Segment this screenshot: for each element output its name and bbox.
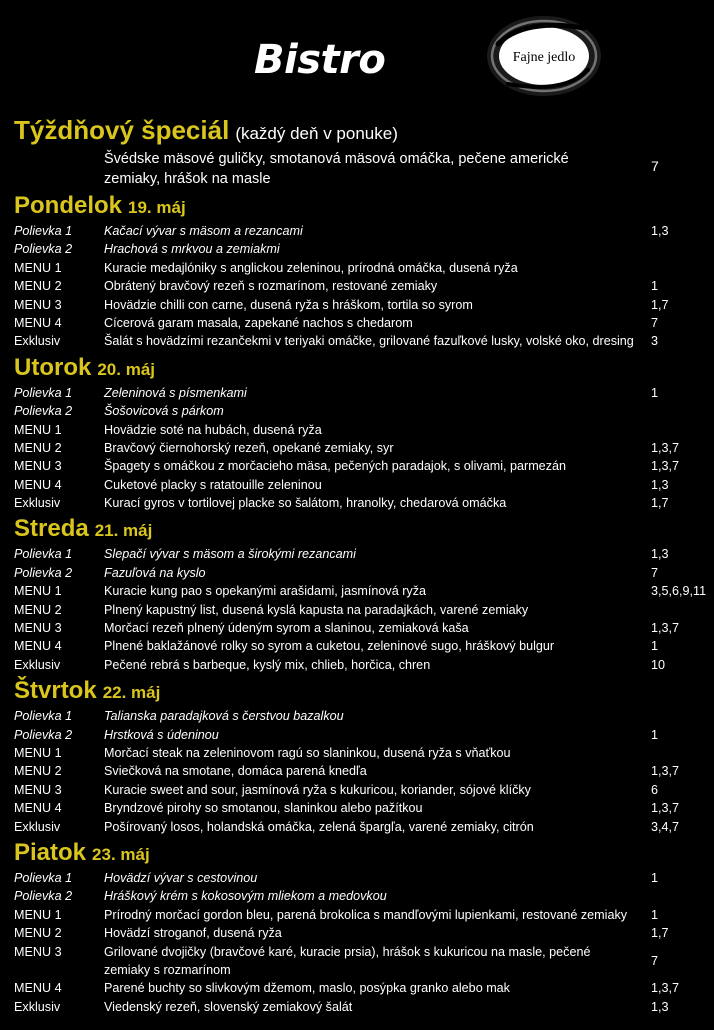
menu-category: MENU 2 [14, 602, 62, 617]
menu-category: Polievka 1 [14, 224, 73, 238]
menu-row [0, 637, 714, 655]
menu-category: Polievka 1 [14, 385, 73, 400]
menu-dish: Pošírovaný losos, holandská omáčka, zelená špargľa, varené zemiaky, citrón [104, 819, 534, 834]
day-section-utorok [0, 351, 714, 513]
menu-category: Exklusiv [14, 657, 61, 672]
menu-row [0, 979, 714, 997]
header [0, 0, 714, 112]
menu-row [0, 818, 714, 836]
menu-dish: Morčací rezeň plnený údeným syrom a slaninou, zemiaková kaša [104, 621, 469, 636]
day-heading [0, 512, 714, 545]
menu-dish: Hovädzí stroganof, dusená ryža [104, 926, 282, 941]
menu-dish: Sviečková na smotane, domáca parená knedľa [104, 764, 367, 779]
menu-row [0, 656, 714, 674]
menu-dish: Kuracie sweet and sour, jasmínová ryža s kukuricou, koriander, sójové klíčky [104, 782, 531, 797]
allergen-code: 1,3,7 [651, 621, 680, 636]
allergen-code: 3,4,7 [651, 819, 680, 834]
day-section-streda [0, 512, 714, 674]
allergen-code: 1 [651, 727, 659, 742]
special-item [0, 147, 714, 189]
menu-row [0, 240, 714, 258]
menu-dish: Kurací gyros v tortilovej placke so šalátom, hranolky, chedarová omáčka [104, 496, 507, 511]
menu-row [0, 998, 714, 1016]
day-heading [0, 189, 714, 222]
allergen-code: 1 [651, 907, 659, 922]
menu-row [0, 402, 714, 420]
menu-category: Polievka 1 [14, 870, 73, 885]
day-heading [0, 674, 714, 707]
days-list [0, 189, 714, 1016]
menu-dish: Hráškový krém s kokosovým mliekom a medovkou [104, 889, 387, 904]
menu-row [0, 439, 714, 457]
allergen-code: 1 [651, 870, 659, 885]
menu-row [0, 906, 714, 924]
menu-dish: Hrstková s údeninou [104, 727, 219, 742]
day-name: Utorok [14, 353, 92, 381]
special-allergen-code: 7 [651, 158, 659, 174]
day-date: 22. máj [102, 683, 161, 703]
allergen-code: 1,7 [651, 297, 669, 312]
menu-row [0, 277, 714, 295]
menu-category: Exklusiv [14, 496, 61, 511]
menu-row [0, 924, 714, 942]
page-title: Bistro [254, 37, 386, 83]
menu-row [0, 494, 714, 512]
menu-dish: Prírodný morčací gordon bleu, parená brokolica s mandľovými lupienkami, restované zemiaky [104, 907, 628, 922]
menu-dish: Kuracie medajlóniky s anglickou zeleninou, prírodná omáčka, dusená ryža [104, 260, 518, 275]
day-name: Štvrtok [14, 677, 97, 705]
allergen-code: 1,3 [651, 547, 669, 562]
menu-row [0, 744, 714, 762]
menu-dish: Parené buchty so slivkovým džemom, maslo, posýpka granko alebo mak [104, 981, 510, 996]
menu-row [0, 726, 714, 744]
menu-row [0, 222, 714, 240]
menu-row [0, 457, 714, 475]
day-date: 21. máj [94, 521, 153, 541]
menu-category: MENU 1 [14, 260, 62, 275]
day-heading [0, 836, 714, 869]
menu-dish: Cícerová garam masala, zapekané nachos s chedarom [104, 315, 413, 330]
menu-dish: Cuketové placky s ratatouille zeleninou [104, 477, 322, 492]
menu-dish: Slepačí vývar s mäsom a širokými rezancami [104, 547, 356, 562]
allergen-code: 1,3,7 [651, 459, 680, 474]
logo-brush-circle-icon [484, 14, 604, 98]
menu-dish: Bryndzové pirohy so smotanou, slaninkou alebo pažítkou [104, 801, 423, 816]
menu-dish: Obrátený bravčový rezeň s rozmarínom, restované zemiaky [104, 279, 438, 294]
menu-category: Polievka 2 [14, 404, 73, 419]
menu-dish: Hovädzie chilli con carne, dusená ryža s hráškom, tortila so syrom [104, 297, 473, 312]
menu-row [0, 601, 714, 619]
menu-category: MENU 2 [14, 440, 62, 455]
day-section-piatok [0, 836, 714, 1016]
menu-row [0, 943, 714, 980]
special-dish: Švédske mäsové guličky, smotanová mäsová omáčka, pečene americké zemiaky, hrášok na masle [104, 151, 569, 187]
menu-dish: Špagety s omáčkou z morčacieho mäsa, pečených paradajok, s olivami, parmezán [104, 459, 566, 474]
day-name: Piatok [14, 838, 87, 866]
allergen-code: 1,3 [651, 999, 669, 1014]
menu-category: MENU 2 [14, 926, 62, 941]
allergen-code: 1 [651, 639, 659, 654]
menu-category: MENU 1 [14, 422, 62, 437]
menu-row [0, 564, 714, 582]
menu-dish: Hovädzí vývar s cestovinou [104, 870, 258, 885]
allergen-code: 1,3 [651, 224, 669, 238]
allergen-code: 1,3,7 [651, 764, 680, 779]
menu-category: Polievka 1 [14, 709, 73, 724]
menu-dish: Pečené rebrá s barbeque, kyslý mix, chlieb, horčica, chren [104, 657, 431, 672]
logo-text: Fajne jedlo [512, 50, 576, 65]
allergen-code: 1,3,7 [651, 981, 680, 996]
menu-row [0, 799, 714, 817]
menu-category: Polievka 2 [14, 889, 73, 904]
allergen-code: 10 [651, 657, 666, 672]
day-name: Pondelok [14, 192, 123, 219]
allergen-code: 1,3,7 [651, 440, 680, 455]
menu-row [0, 332, 714, 350]
menu-category: MENU 4 [14, 639, 62, 654]
allergen-code: 1 [651, 279, 659, 294]
menu-dish: Fazuľová na kyslo [104, 565, 206, 580]
menu-row [0, 869, 714, 887]
menu-category: Polievka 2 [14, 242, 73, 257]
menu-category: MENU 3 [14, 782, 62, 797]
menu-dish: Šošovicová s párkom [104, 404, 224, 419]
menu-category: MENU 1 [14, 907, 62, 922]
menu-category: MENU 3 [14, 944, 62, 959]
allergen-code: 1,7 [651, 496, 669, 511]
special-title: Týždňový špeciál [14, 115, 230, 145]
allergen-code: 7 [651, 315, 659, 330]
menu-dish: Grilované dvojičky (bravčové karé, kuracie prsia), hrášok s kukuricou na masle, pečené zemiaky s rozmarínom [104, 944, 591, 977]
menu-row [0, 421, 714, 439]
menu-category: MENU 3 [14, 297, 62, 312]
menu-dish: Kačací vývar s mäsom a rezancami [104, 224, 303, 238]
menu-dish: Talianska paradajková s čerstvou bazalkou [104, 709, 344, 724]
menu-row [0, 762, 714, 780]
menu-category: MENU 4 [14, 801, 62, 816]
menu-dish: Šalát s hovädzími rezančekmi v teriyaki omáčke, grilované fazuľkové lusky, volské oko, dresing [104, 334, 634, 349]
menu-category: Exklusiv [14, 334, 61, 349]
day-name: Streda [14, 515, 89, 543]
menu-row [0, 619, 714, 637]
menu-dish: Hrachová s mrkvou a zemiakmi [104, 242, 280, 257]
menu-category: Exklusiv [14, 819, 61, 834]
allergen-code: 7 [651, 953, 659, 968]
allergen-code: 1,3 [651, 477, 669, 492]
day-date: 19. máj [128, 198, 186, 217]
menu-category: MENU 4 [14, 981, 62, 996]
special-heading [0, 113, 714, 147]
menu-category: MENU 4 [14, 477, 62, 492]
menu-row [0, 887, 714, 905]
menu-category: Polievka 1 [14, 547, 73, 562]
allergen-code: 6 [651, 782, 659, 797]
menu-category: Exklusiv [14, 999, 61, 1014]
menu-category: MENU 4 [14, 315, 62, 330]
menu-row [0, 707, 714, 725]
special-subtitle: (každý deň v ponuke) [235, 124, 398, 143]
menu-dish: Zeleninová s písmenkami [104, 385, 247, 400]
menu-dish: Plnené baklažánové rolky so syrom a cuketou, zeleninové sugo, hráškový bulgur [104, 639, 555, 654]
menu-row [0, 296, 714, 314]
menu-dish: Kuracie kung pao s opekanými arašidami, jasmínová ryža [104, 584, 426, 599]
allergen-code: 1,7 [651, 926, 669, 941]
menu-dish: Hovädzie soté na hubách, dusená ryža [104, 422, 322, 437]
day-section-pondelok [0, 189, 714, 351]
menu-category: MENU 1 [14, 584, 62, 599]
logo [484, 14, 604, 98]
menu-dish: Viedenský rezeň, slovenský zemiakový šalát [104, 999, 353, 1014]
allergen-code: 3 [651, 334, 659, 349]
menu-row [0, 582, 714, 600]
menu-row [0, 476, 714, 494]
allergen-code: 7 [651, 565, 659, 580]
menu-row [0, 545, 714, 563]
menu-category: MENU 2 [14, 279, 62, 294]
allergen-code: 3,5,6,9,11 [651, 584, 707, 599]
day-section-štvrtok [0, 674, 714, 836]
menu-category: MENU 3 [14, 621, 62, 636]
menu-category: MENU 3 [14, 459, 62, 474]
day-date: 20. máj [97, 359, 155, 379]
menu-row [0, 781, 714, 799]
menu-dish: Bravčový čiernohorský rezeň, opekané zemiaky, syr [104, 440, 394, 455]
menu-category: Polievka 2 [14, 727, 73, 742]
day-heading [0, 351, 714, 384]
allergen-code: 1 [651, 385, 659, 400]
menu-category: MENU 1 [14, 745, 62, 760]
menu-dish: Morčací steak na zeleninovom ragú so slaninkou, dusená ryža s vňaťkou [104, 745, 511, 760]
allergen-code: 1,3,7 [651, 801, 680, 816]
menu-dish: Plnený kapustný list, dusená kyslá kapusta na paradajkách, varené zemiaky [104, 602, 529, 617]
menu-category: MENU 2 [14, 764, 62, 779]
menu-row [0, 384, 714, 402]
menu-row [0, 314, 714, 332]
menu [0, 113, 714, 1016]
day-date: 23. máj [92, 844, 150, 864]
menu-category: Polievka 2 [14, 565, 73, 580]
menu-row [0, 259, 714, 277]
